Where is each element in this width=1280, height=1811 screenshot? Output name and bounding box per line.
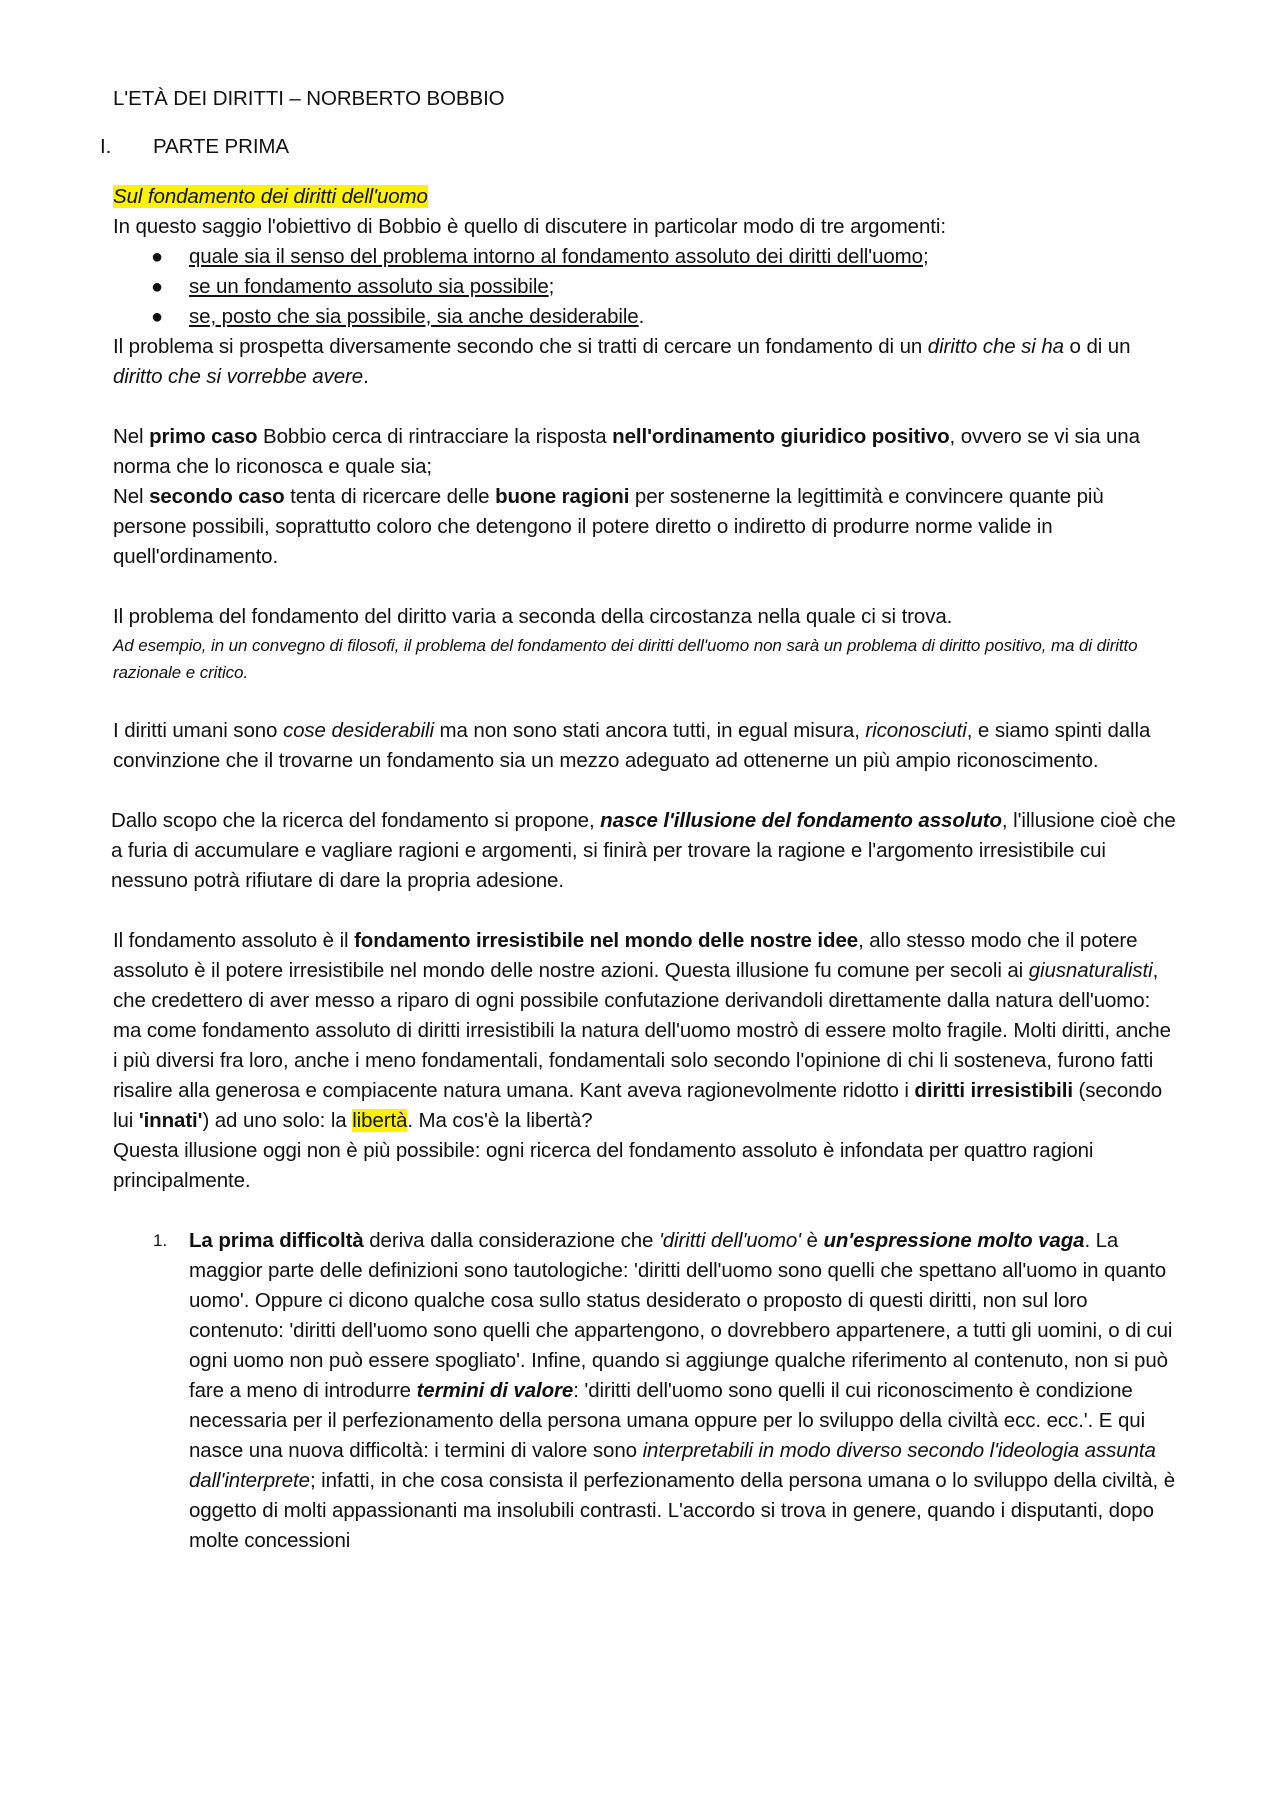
list-item-number: 1. [153,1231,167,1250]
text-run: . Ma cos'è la libertà? [407,1109,593,1132]
list-item-punct: ; [548,275,555,298]
text-run: I diritti umani sono [113,719,283,742]
list-item-punct: ; [922,245,929,268]
text-run-bold: secondo caso [149,485,285,508]
bullet-icon: ● [151,246,163,268]
text-run: , e siamo spinti dalla convinzione che il trovarne un fondamento sia un mezzo adeguato ad ottenerne un più ampio riconoscimento. [113,719,1151,772]
text-run-bold: buone ragioni [495,485,630,508]
list-item [151,272,1178,302]
text-run: , l'illusione cioè che a furia di accumulare e vagliare ragioni e argomenti, si finirà per trovare la ragione e l'argomento irresistibile cui nessuno potrà rifiutare di dare la propria adesione. [111,809,1176,892]
text-run: Dallo scopo che la ricerca del fondamento si propone, [111,809,601,832]
paragraph-circostanza: Il problema del fondamento del diritto varia a seconda della circostanza nella quale ci si trova. [113,605,953,628]
text-run-italic: 'diritti dell'uomo' [658,1229,801,1252]
bullet-icon: ● [151,306,163,328]
text-run: , che credettero di aver messo a riparo di ogni possibile confutazione derivandoli direttamente dalla natura dell'uomo: ma come fondamento assoluto di diritti irresistibili la natura dell'uomo mostrò di essere molto fragile. Molti diritti, anche i più diversi fra loro, anche i meno fondamentali, fondamentali solo secondo l'opinione di chi li sosteneva, furono fatti risalire alla generosa e compiacente natura umana. Kant aveva ragionevolmente ridotto i [113,959,1171,1102]
text-run: , allo stesso modo che il potere assoluto è il potere irresistibile nel mondo delle nostre azioni. Questa illusione fu comune per secoli ai [113,929,1138,982]
list-item-text: se un fondamento assoluto sia possibile [189,275,549,298]
text-run-italic: cose desiderabili [282,719,434,742]
text-run-bold: La prima difficoltà [189,1229,364,1252]
paragraph-fondamento-assoluto [113,926,1178,1136]
subheading-paragraph [113,182,1178,212]
subheading: Sul fondamento dei diritti dell'uomo [113,185,428,208]
document-body [100,84,1178,1556]
highlighted-term: libertà [352,1109,408,1132]
text-run-italic: interpretabili in modo diverso secondo l'ideologia assunta dall'interprete [189,1439,1156,1492]
text-run: (secondo lui [113,1079,1163,1132]
spacer [113,896,1178,926]
text-run: tenta di ricercare delle [284,485,496,508]
text-run: Bobbio cerca di rintracciare la risposta [257,425,613,448]
text-run-bold: nell'ordinamento giuridico positivo [612,425,950,448]
list-item [153,1226,1178,1556]
paragraph-diritto-avere [113,332,1178,392]
text-run: deriva dalla considerazione che [363,1229,659,1252]
list-item-text: quale sia il senso del problema intorno al fondamento assoluto dei diritti dell'uomo [189,245,923,268]
list-item-text: se, posto che sia possibile, sia anche desiderabile [189,305,639,328]
text-run-bold: fondamento irresistibile nel mondo delle nostre idee [354,929,859,952]
text-run-bold: primo caso [149,425,258,448]
paragraph-primo-caso [113,422,1178,482]
text-run: per sostenerne la legittimità e convincere quante più persone possibili, soprattutto coloro che detengono il potere diretto o indiretto di produrre norme valide in quell'ordinamento. [113,485,1104,568]
text-run: . La maggior parte delle definizioni sono tautologiche: 'diritti dell'uomo sono quelli che spettano all'uomo in quanto uomo'. Oppure ci dicono qualche cosa sullo status desiderato o proposto di questi diritti, non sul loro contenuto: 'diritti dell'uomo sono quelli che appartengono, o dovrebbero appartenere, a tutti gli uomini, o di cui ogni uomo non può essere spogliato'. Infine, quando si aggiunge qualche riferimento al contenuto, non si può fare a meno di introdurre [189,1229,1173,1402]
text-run-italic: riconosciuti [865,719,967,742]
section-heading [100,132,1178,162]
intro-paragraph: In questo saggio l'obiettivo di Bobbio è quello di discutere in particolar modo di tre argomenti: [113,215,946,238]
text-run-bold-italic: un'espressione molto vaga [823,1229,1085,1252]
text-run: ) ad uno solo: la [202,1109,353,1132]
list-item [151,302,1178,332]
text-run-bold-italic: nasce l'illusione del fondamento assoluto [600,809,1002,832]
text-run: ; infatti, in che cosa consista il perfezionamento della persona umana o lo sviluppo della civiltà, è oggetto di molti appassionanti ma insolubili contrasti. L'accordo si trova in genere, quando i disputanti, dopo molte concessioni [189,1469,1176,1552]
spacer [113,1196,1178,1226]
document-title: L'ETÀ DEI DIRITTI – NORBERTO BOBBIO [113,87,505,110]
text-run-bold: diritti irresistibili [914,1079,1073,1102]
spacer [113,686,1178,716]
text-run: Il fondamento assoluto è il [113,929,355,952]
list-item [151,242,1178,272]
text-run: è [800,1229,824,1252]
text-run: , ovvero se vi sia una norma che lo riconosca e quale sia; [113,425,1140,478]
reasons-list [113,1226,1178,1556]
argument-list [113,242,1178,332]
example-note: Ad esempio, in un convegno di filosofi, il problema del fondamento dei diritti dell'uomo non sarà un problema di diritto positivo, ma di diritto razionale e critico. [113,636,1138,682]
section-label: PARTE PRIMA [153,135,289,158]
text-run-bold-italic: termini di valore [416,1379,574,1402]
text-run-bold: 'innati' [138,1109,203,1132]
spacer [113,776,1178,806]
list-item-punct: . [638,305,645,328]
spacer [113,392,1178,422]
bullet-icon: ● [151,276,163,298]
paragraph-quattro-ragioni: Questa illusione oggi non è più possibile: ogni ricerca del fondamento assoluto è infondata per quattro ragioni principalmente. [113,1139,1094,1192]
text-run: ma non sono stati ancora tutti, in egual misura, [433,719,866,742]
paragraph-secondo-caso [113,482,1178,572]
text-run: Nel [113,425,150,448]
section-number: I. [100,135,112,158]
text-run: Il problema si prospetta diversamente secondo che si tratti di cercare un fondamento di un [113,335,928,358]
spacer [113,572,1178,602]
text-run-italic: giusnaturalisti [1028,959,1153,982]
text-run: o di un [1063,335,1131,358]
text-run-italic: diritto che si vorrebbe avere [113,365,364,388]
text-run: . [363,365,369,388]
paragraph-illusione [111,806,1178,896]
text-run: : 'diritti dell'uomo sono quelli il cui riconoscimento è condizione necessaria per il perfezionamento della persona umana oppure per lo sviluppo della civiltà ecc. ecc.'. E qui nasce una nuova difficoltà: i termini di valore sono [189,1379,1146,1462]
text-run: Nel [113,485,150,508]
text-run-italic: diritto che si ha [927,335,1064,358]
paragraph-diritti-umani [113,716,1178,776]
